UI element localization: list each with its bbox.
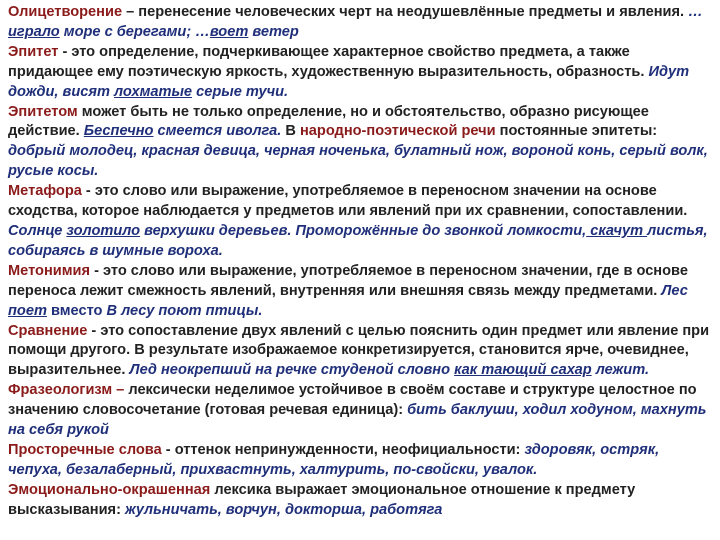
example-text: море с берегами; …	[59, 23, 210, 40]
example-text: листья, собираясь в шумные ворохa.	[8, 222, 708, 259]
example-highlight: играло	[8, 23, 60, 40]
example-text: бить баклуши, ходил ходуном, махнуть на себя рукой	[8, 402, 707, 439]
paragraph-comparison	[8, 322, 712, 382]
paragraph-epithet-adverbial	[8, 103, 712, 183]
example-text: добрый молодец, красная девица, черная ноченька, булатный нож, вороной конь, серый волк, русые косы.	[8, 143, 708, 180]
example-highlight: золотило	[66, 222, 141, 239]
example-highlight: поет	[8, 302, 47, 319]
example-highlight: воет	[209, 23, 249, 40]
definition-text: – перенесение человеческих черт на неодушевлённые предметы и явления.	[122, 4, 689, 20]
term-personification: Олицетворение	[8, 4, 123, 20]
definition-text: - это сопоставление двух явлений с целью пояснить один предмет или явление при помощи другого. В результате изображаемое конкретизируется, становится ярче, очевиднее, выразительнее.	[8, 322, 710, 379]
example-text: жульничать, ворчун, докторша, работяга	[124, 501, 443, 518]
term-epithet-2: Эпитетом	[8, 103, 78, 120]
term-phraseologism: Фразеологизм –	[8, 382, 129, 399]
definition-text: лексически неделимое устойчивое в своём составе и структуре целостное по значению словосочетание (готовая речевая единица):	[8, 382, 697, 419]
example-text: лежит.	[591, 362, 650, 379]
example-text: серые тучи.	[192, 83, 289, 100]
term-comparison: Сравнение	[8, 322, 88, 339]
definition-text: - это слово или выражение, употребляемое в переносном значении на основе сходства, которое наблюдается у предметов или явлений при их сравнении, сопоставлении.	[8, 183, 688, 220]
example-text: верхушки деревьев. Проморожённые до звонкой ломкости,	[140, 222, 587, 239]
example-text: ветер	[248, 23, 299, 40]
example-text: В лесу поют птицы.	[106, 302, 263, 319]
definition-text: В	[281, 123, 300, 140]
example-text: Лес	[661, 282, 688, 299]
example-text: Лед неокрепший на речке студеной словно	[129, 362, 455, 379]
example-highlight: Беспечно	[83, 123, 154, 140]
term-colloquial: Просторечные слова	[8, 441, 162, 458]
term-folk-speech: народно-поэтической речи	[299, 123, 496, 140]
paragraph-personification	[8, 3, 712, 43]
paragraph-metaphor	[8, 182, 712, 262]
example-text: смеется иволга.	[153, 123, 282, 140]
example-highlight: как тающий сахар	[454, 362, 592, 379]
paragraph-metonymy	[8, 262, 712, 322]
definition-text: лексика выражает эмоциональное отношение к предмету высказывания:	[8, 481, 636, 518]
example-highlight: скачут	[586, 222, 648, 239]
definition-text: - оттенок непринужденности, неофициальности:	[161, 441, 525, 458]
paragraph-phraseologism	[8, 381, 712, 441]
definition-text: постоянные эпитеты:	[495, 123, 658, 140]
term-metonymy: Метонимия	[8, 262, 91, 279]
example-highlight: лохматые	[114, 83, 193, 100]
example-text: Солнце	[8, 222, 67, 239]
paragraph-colloquial	[8, 441, 712, 481]
example-text: Идут дожди, висят	[8, 63, 690, 100]
term-epithet: Эпитет	[8, 43, 59, 60]
term-metaphor: Метафора	[8, 183, 82, 200]
paragraph-emotional	[8, 481, 712, 521]
example-text: вместо	[46, 302, 107, 319]
term-emotional: Эмоционально-окрашенная	[8, 481, 211, 498]
example-text: здоровяк, остряк, чепуха, безалаберный, прихвастнуть, халтурить, по-свойски, увалок.	[8, 441, 660, 478]
definition-text: - это слово или выражение, употребляемое в переносном значении, где в основе переноса лежит смежность явлений, внутренняя или внешняя связь между предметами.	[8, 262, 688, 299]
example-text: …	[688, 4, 703, 20]
paragraph-epithet	[8, 43, 712, 103]
definition-text: может быть не только определение, но и обстоятельство, образно рисующее действие.	[8, 103, 649, 140]
definition-text: - это определение, подчеркивающее характерное свойство предмета, а также придающее ему поэтическую яркость, художественную выразительность, образность.	[8, 43, 649, 80]
